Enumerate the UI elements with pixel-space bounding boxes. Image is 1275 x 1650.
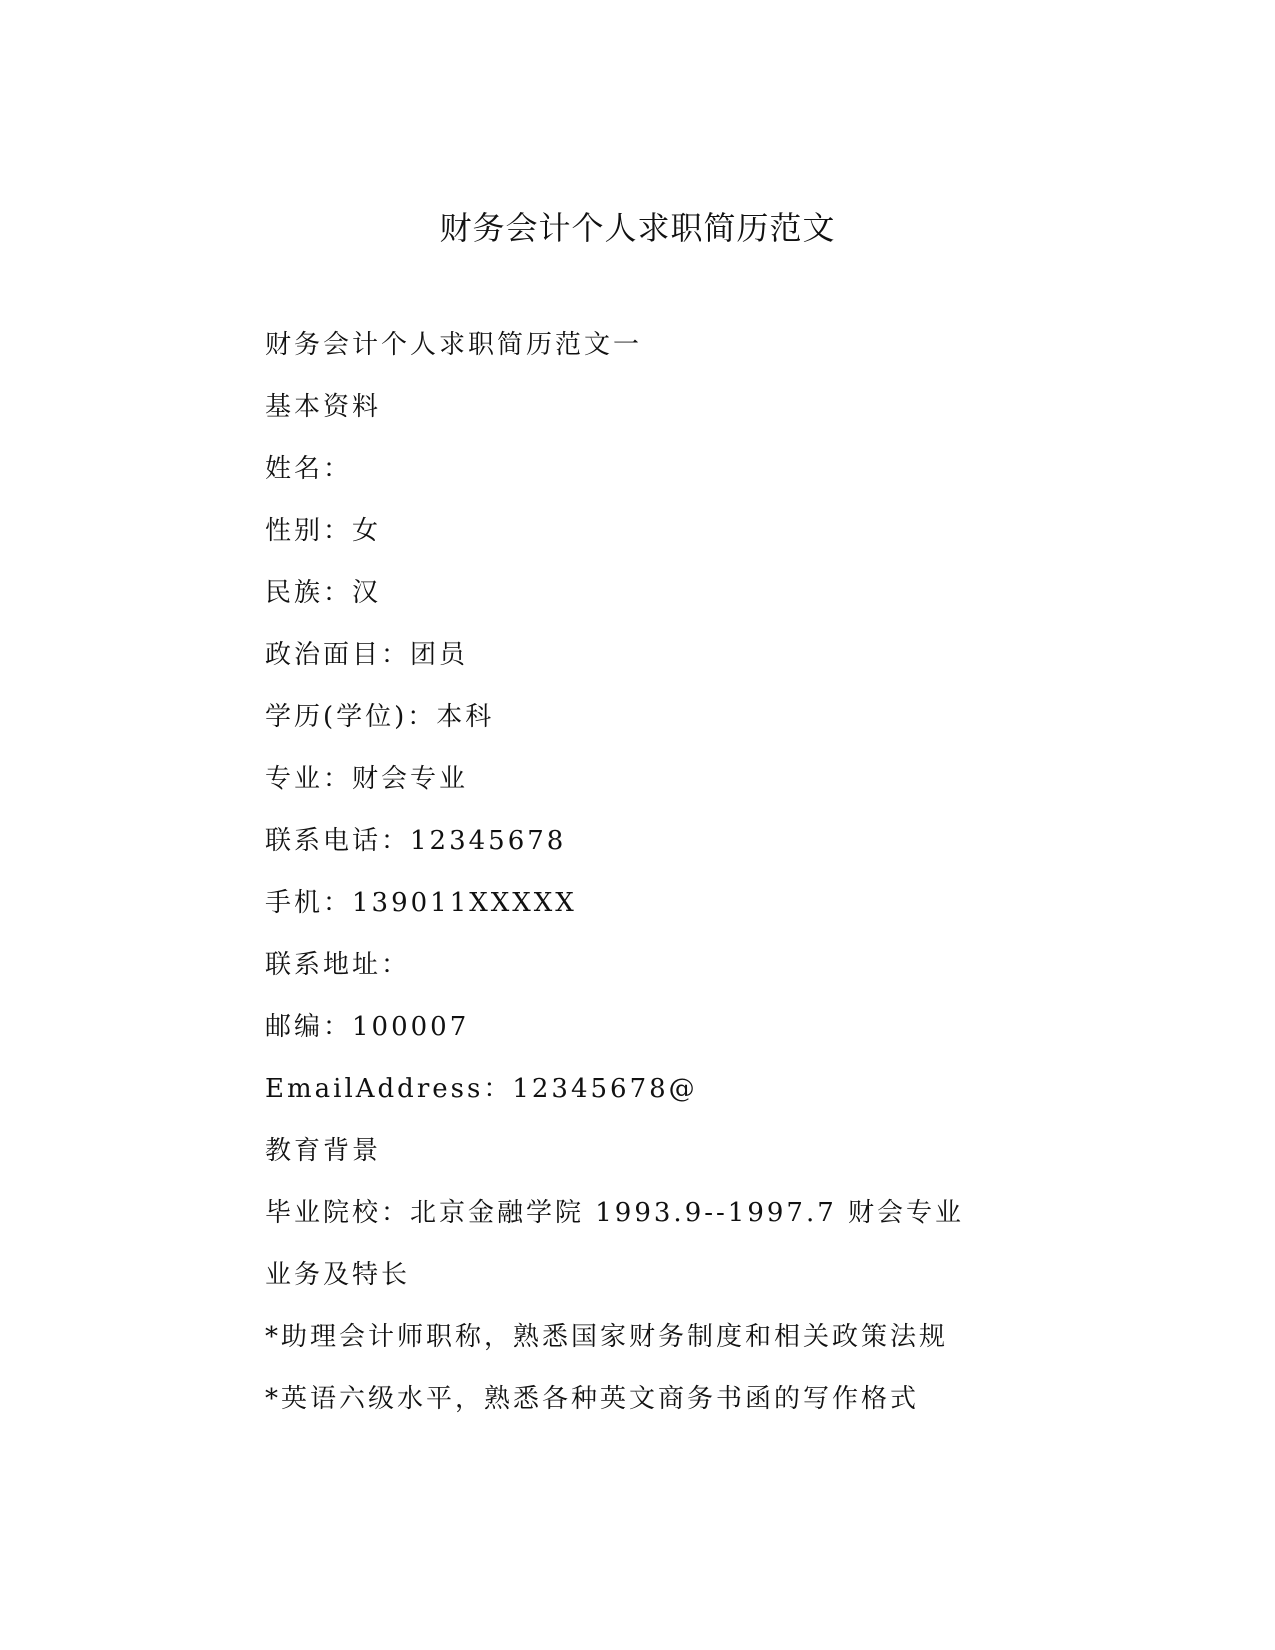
skill-item: *助理会计师职称，熟悉国家财务制度和相关政策法规 (265, 1322, 949, 1352)
field-education-degree: 学历(学位)：本科 (265, 702, 495, 732)
field-name: 姓名： (265, 454, 353, 484)
field-major: 专业：财会专业 (265, 764, 469, 794)
field-postcode: 邮编：100007 (265, 1012, 470, 1042)
page-title: 财务会计个人求职简历范文 (439, 209, 836, 247)
field-phone: 联系电话：12345678 (265, 826, 567, 856)
skill-item: *英语六级水平，熟悉各种英文商务书函的写作格式 (265, 1384, 920, 1414)
section-heading-basic-info: 基本资料 (265, 392, 382, 422)
section-heading-sample-one: 财务会计个人求职简历范文一 (265, 330, 643, 360)
field-email: EmailAddress：12345678@ (265, 1074, 698, 1104)
field-ethnicity: 民族：汉 (265, 578, 382, 608)
section-heading-education: 教育背景 (265, 1136, 382, 1166)
field-gender: 性别：女 (265, 516, 382, 546)
section-heading-skills: 业务及特长 (265, 1260, 411, 1290)
field-mobile: 手机：139011XXXXX (265, 888, 577, 918)
field-political-status: 政治面目：团员 (265, 640, 469, 670)
field-address: 联系地址： (265, 950, 411, 980)
resume-content (265, 329, 1065, 1445)
field-graduation-school: 毕业院校：北京金融学院 1993.9--1997.7 财会专业 (265, 1198, 965, 1228)
